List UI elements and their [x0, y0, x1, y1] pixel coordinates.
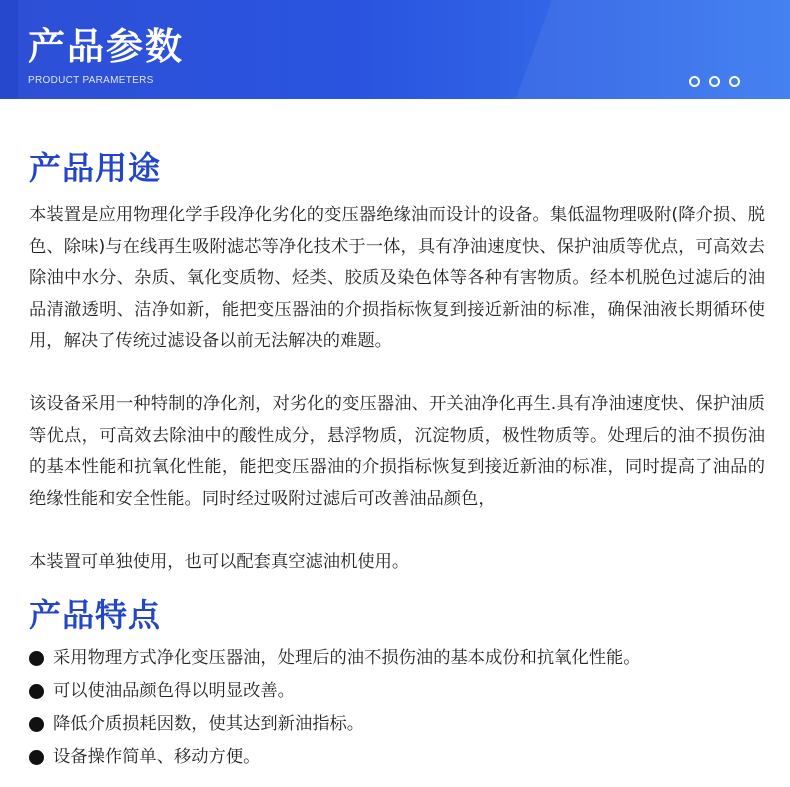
banner-title: 产品参数: [28, 25, 184, 68]
decorative-dots: [689, 76, 740, 87]
feature-text: 可以使油品颜色得以明显改善。: [53, 681, 295, 701]
list-item: [29, 741, 769, 774]
usage-heading: 产品用途: [29, 149, 162, 187]
list-item: [29, 675, 769, 708]
bullet-icon: [29, 684, 44, 699]
features-heading: 产品特点: [29, 596, 162, 634]
banner-subtitle: PRODUCT PARAMETERS: [28, 75, 154, 86]
list-item: [29, 642, 769, 675]
usage-paragraph-2: 该设备采用一种特制的净化剂，对劣化的变压器油、开关油净化再生.具有净油速度快、保护油质等优点，可高效去除油中的酸性成分，悬浮物质，沉淀物质，极性物质等。处理后的油不损伤油的基本性能和抗氧化性能，能把变压器油的介损指标恢复到接近新油的标准，同时提高了油品的绝缘性能和安全性能。同时经过吸附过滤后可改善油品颜色，: [29, 394, 765, 509]
bullet-icon: [29, 750, 44, 765]
list-item: [29, 708, 769, 741]
header-banner: [0, 0, 790, 99]
banner-accent-bar: [0, 0, 18, 99]
circle-icon: [689, 76, 700, 87]
feature-text: 降低介质损耗因数，使其达到新油指标。: [53, 714, 365, 734]
bullet-icon: [29, 717, 44, 732]
circle-icon: [729, 76, 740, 87]
circle-icon: [709, 76, 720, 87]
bullet-icon: [29, 651, 44, 666]
feature-text: 设备操作简单、移动方便。: [53, 747, 261, 767]
usage-paragraph-3: 本装置可单独使用，也可以配套真空滤油机使用。: [29, 552, 410, 572]
usage-paragraph-1: 本装置是应用物理化学手段净化劣化的变压器绝缘油而设计的设备。集低温物理吸附(降介损、脱色、除味)与在线再生吸附滤芯等净化技术于一体，具有净油速度快、保护油质等优点，可高效去除油中水分、杂质、氧化变质物、烃类、胶质及染色体等各种有害物质。经本机脱色过滤后的油品清澈透明、洁净如新，能把变压器油的介损指标恢复到接近新油的标准，确保油液长期循环使用，解决了传统过滤设备以前无法解决的难题。: [29, 205, 765, 352]
features-list: [29, 642, 769, 774]
feature-text: 采用物理方式净化变压器油，处理后的油不损伤油的基本成份和抗氧化性能。: [53, 648, 641, 668]
banner-decoration: [494, 0, 790, 99]
